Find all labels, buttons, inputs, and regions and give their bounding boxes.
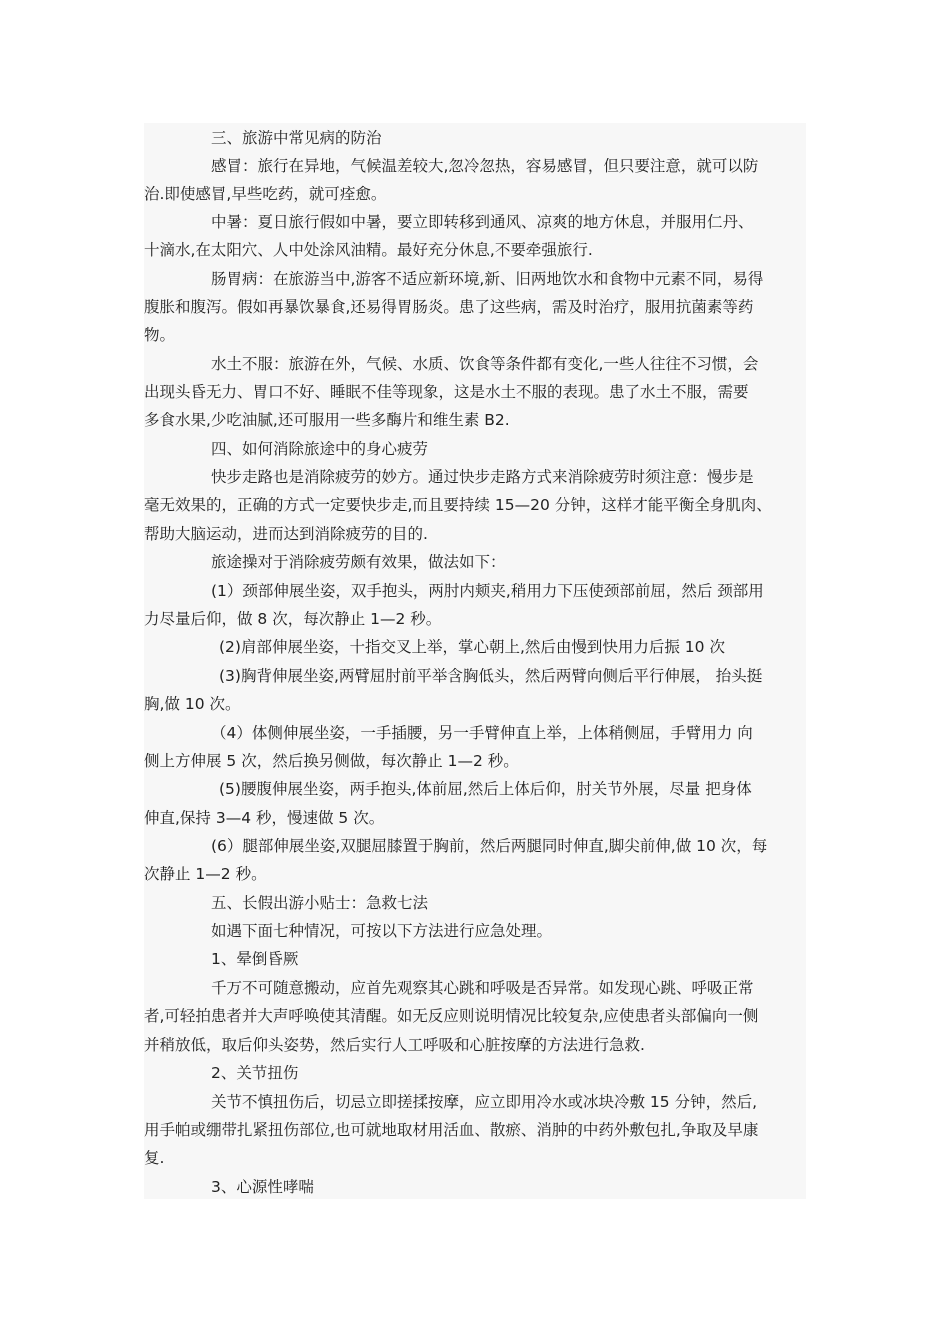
subheading-3: 3、心源性哮喘 (211, 1178, 314, 1196)
paragraph-line: 水土不服：旅游在外，气候、水质、饮食等条件都有变化,一些人往往不习惯，会 (211, 355, 759, 373)
paragraph-line: (6）腿部伸展坐姿,双腿屈膝置于胸前，然后两腿同时伸直,脚尖前伸,做 10 次，每 (211, 837, 768, 855)
section-heading-4: 四、如何消除旅途中的身心疲劳 (211, 440, 429, 458)
paragraph-line: 治.即使感冒,早些吃药，就可痊愈。 (144, 185, 387, 203)
paragraph-line: 旅途操对于消除疲劳颇有效果，做法如下： (211, 553, 506, 571)
paragraph-line: 物。 (144, 326, 176, 344)
paragraph-line: 感冒：旅行在异地，气候温差较大,忽冷忽热，容易感冒，但只要注意，就可以防 (211, 157, 759, 175)
paragraph-line: (1）颈部伸展坐姿，双手抱头，两肘内颊夹,稍用力下压使颈部前屈，然后 颈部用 (211, 582, 764, 600)
paragraph-line: 侧上方伸展 5 次，然后换另侧做，每次静止 1—2 秒。 (144, 752, 519, 770)
paragraph-line: (2)肩部伸展坐姿，十指交叉上举，掌心朝上,然后由慢到快用力后振 10 次 (219, 638, 725, 656)
paragraph-line: 复. (144, 1149, 165, 1167)
paragraph-line: 如遇下面七种情况，可按以下方法进行应急处理。 (211, 922, 553, 940)
paragraph-line: 腹胀和腹泻。假如再暴饮暴食,还易得胃肠炎。患了这些病，需及时治疗，服用抗菌素等药 (144, 298, 754, 316)
paragraph-line: 多食水果,少吃油腻,还可服用一些多酶片和维生素 B2. (144, 411, 510, 429)
subheading-1: 1、晕倒昏厥 (211, 950, 299, 968)
paragraph-line: (5)腰腹伸展坐姿，两手抱头,体前屈,然后上体后仰，肘关节外展，尽量 把身体 (219, 780, 752, 798)
paragraph-line: 关节不慎扭伤后，切忌立即搓揉按摩，应立即用冷水或冰块冷敷 15 分钟，然后, (211, 1093, 758, 1111)
paragraph-line: 胸,做 10 次。 (144, 695, 241, 713)
section-heading-3: 三、旅游中常见病的防治 (211, 129, 382, 147)
paragraph-line: 快步走路也是消除疲劳的妙方。通过快步走路方式来消除疲劳时须注意：慢步是 (211, 468, 754, 486)
section-heading-5: 五、长假出游小贴士：急救七法 (211, 894, 429, 912)
paragraph-line: 十滴水,在太阳穴、人中处涂风油精。最好充分休息,不要牵强旅行. (144, 241, 593, 259)
paragraph-line: 千万不可随意搬动，应首先观察其心跳和呼吸是否异常。如发现心跳、呼吸正常 (211, 979, 754, 997)
subheading-2: 2、关节扭伤 (211, 1064, 299, 1082)
paragraph-line: 并稍放低，取后仰头姿势，然后实行人工呼吸和心脏按摩的方法进行急救. (144, 1036, 645, 1054)
paragraph-line: (3)胸背伸展坐姿,两臂屈肘前平举含胸低头，然后两臂向侧后平行伸展， 抬头挺 (219, 667, 763, 685)
paragraph-line: 者,可轻拍患者并大声呼唤使其清醒。如无反应则说明情况比较复杂,应使患者头部偏向一侧 (144, 1007, 759, 1025)
paragraph-line: 肠胃病：在旅游当中,游客不适应新环境,新、旧两地饮水和食物中元素不同，易得 (211, 270, 764, 288)
paragraph-line: （4）体侧伸展坐姿，一手插腰，另一手臂伸直上举，上体稍侧屈，手臂用力 向 (211, 724, 753, 742)
paragraph-line: 用手帕或绷带扎紧扭伤部位,也可就地取材用活血、散瘀、消肿的中药外敷包扎,争取及早康 (144, 1121, 759, 1139)
paragraph-line: 伸直,保持 3—4 秒，慢速做 5 次。 (144, 809, 385, 827)
paragraph-line: 力尽量后仰，做 8 次，每次静止 1—2 秒。 (144, 610, 442, 628)
paragraph-line: 中暑：夏日旅行假如中暑，要立即转移到通风、凉爽的地方休息，并服用仁丹、 (211, 213, 754, 231)
paragraph-line: 帮助大脑运动，进而达到消除疲劳的目的. (144, 525, 428, 543)
paragraph-line: 次静止 1—2 秒。 (144, 865, 267, 883)
paragraph-line: 出现头昏无力、胃口不好、睡眠不佳等现象，这是水土不服的表现。患了水土不服，需要 (144, 383, 749, 401)
paragraph-line: 毫无效果的，正确的方式一定要快步走,而且要持续 15—20 分钟，这样才能平衡全身肌肉、 (144, 496, 772, 514)
